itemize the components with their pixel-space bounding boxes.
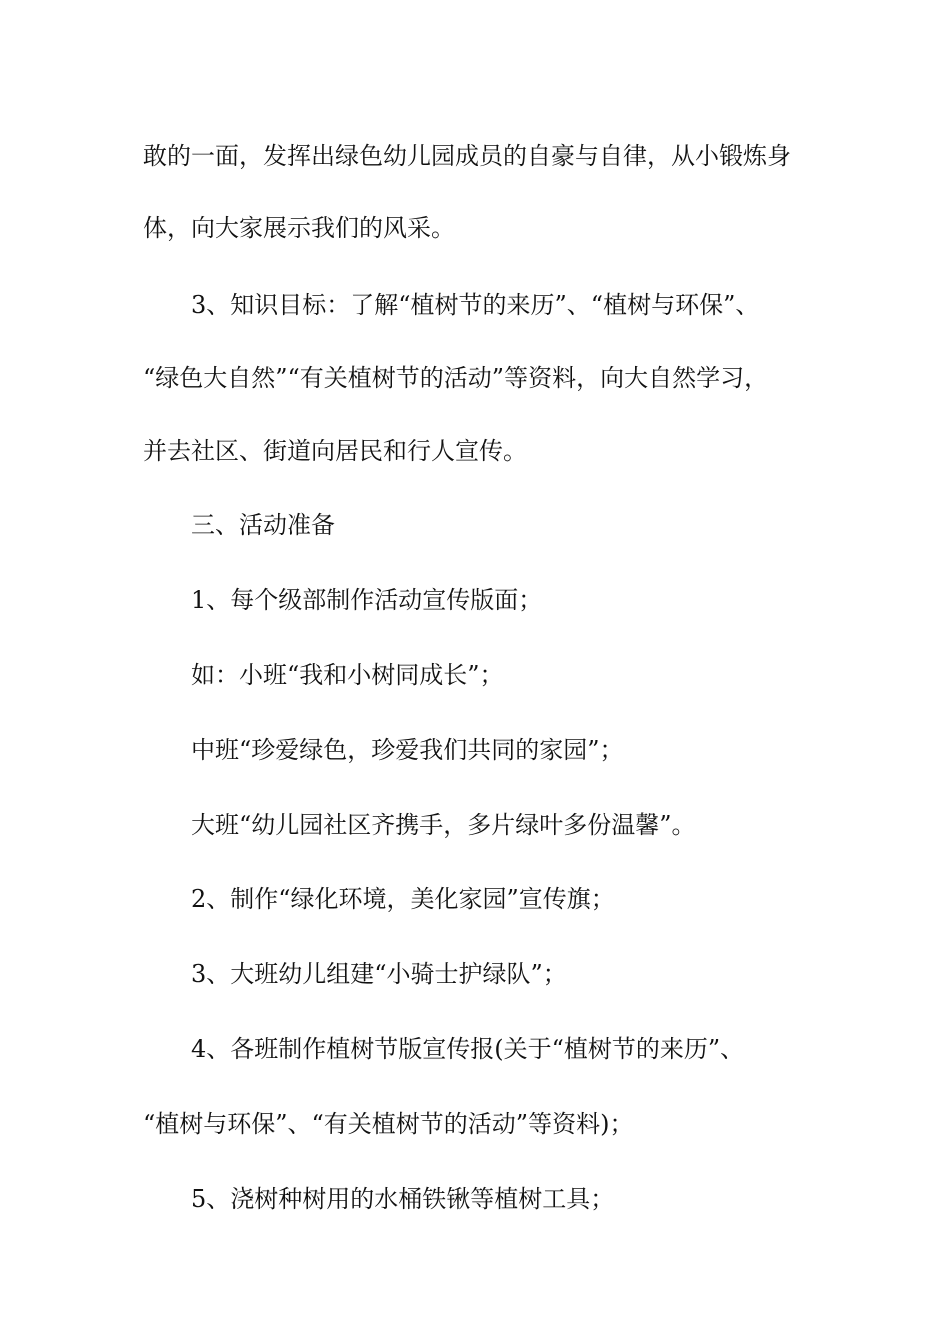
paragraph-line: 3、知识目标：了解“植树节的来历”、“植树与环保”、 [191, 291, 760, 319]
paragraph-line: 2、制作“绿化环境，美化家园”宣传旗； [191, 885, 615, 913]
paragraph-line: 4、各班制作植树节版宣传报(关于“植树节的来历”、 [191, 1035, 745, 1063]
paragraph-line: 如：小班“我和小树同成长”； [191, 661, 504, 689]
paragraph-line: 5、浇树种树用的水桶铁锹等植树工具； [191, 1185, 615, 1213]
paragraph-line: 体，向大家展示我们的风采。 [143, 214, 455, 242]
paragraph-line: 3、大班幼儿组建“小骑士护绿队”； [191, 960, 567, 988]
paragraph-line: “绿色大自然”“有关植树节的活动”等资料，向大自然学习， [143, 364, 769, 392]
paragraph-line: 1、每个级部制作活动宣传版面； [191, 586, 543, 614]
paragraph-line: 敢的一面，发挥出绿色幼儿园成员的自豪与自律，从小锻炼身 [143, 142, 791, 170]
paragraph-line: 中班“珍爱绿色，珍爱我们共同的家园”； [191, 736, 624, 764]
paragraph-line: “植树与环保”、“有关植树节的活动”等资料)； [143, 1110, 634, 1138]
paragraph-line: 大班“幼儿园社区齐携手，多片绿叶多份温馨”。 [191, 811, 696, 839]
section-heading: 三、活动准备 [191, 511, 335, 539]
paragraph-line: 并去社区、街道向居民和行人宣传。 [143, 437, 527, 465]
